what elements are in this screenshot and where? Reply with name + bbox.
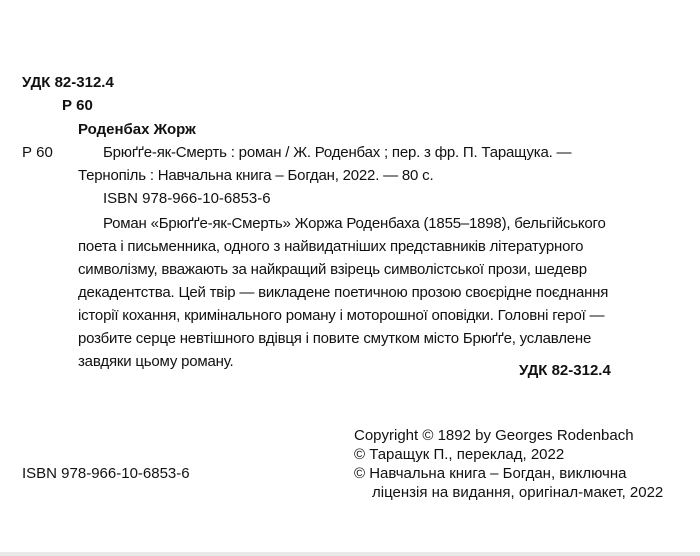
udk-code: УДК 82-312.4 [22,74,114,91]
annotation-line: історії кохання, кримінального роману і моторошної оповідки. Головні герої — [78,307,605,324]
title-line-1: Брюґґе-як-Смерть : роман / Ж. Роденбах ; пер. з фр. П. Таращука. — [103,144,572,161]
title-line-2: Тернопіль : Навчальна книга – Богдан, 2022. — 80 с. [78,167,434,184]
annotation-line: розбите серце невтішного вдівця і повите смутком місто Брюґґе, уславлене [78,330,592,347]
annotation-line: поета і письменника, одного з найвидатніших представників літературного [78,238,584,255]
annotation-line: завдяки цьому роману. [78,353,234,370]
copyright-line: © Таращук П., переклад, 2022 [354,446,565,463]
isbn-card: ISBN 978-966-10-6853-6 [103,190,271,207]
author-sign: Р 60 [22,144,53,161]
annotation-line: Роман «Брюґґе-як-Смерть» Жоржа Роденбаха (1855–1898), бельгійського [103,215,606,232]
author-heading: Роденбах Жорж [78,121,196,138]
annotation-line: символізму, вважають за найкращий взірець символістської прози, шедевр [78,261,587,278]
annotation-line: декадентства. Цей твір — викладене поетичною прозою своєрідне поєднання [78,284,609,301]
copyright-line: © Навчальна книга – Богдан, виключна [354,465,627,482]
isbn-bottom: ISBN 978-966-10-6853-6 [22,465,190,482]
page-bottom-edge [0,552,700,556]
copyright-line: Copyright © 1892 by Georges Rodenbach [354,427,634,444]
udk-footer: УДК 82-312.4 [519,362,611,379]
bbk-code: Р 60 [62,97,93,114]
copyright-line: ліцензія на видання, оригінал-макет, 2022 [372,484,664,501]
